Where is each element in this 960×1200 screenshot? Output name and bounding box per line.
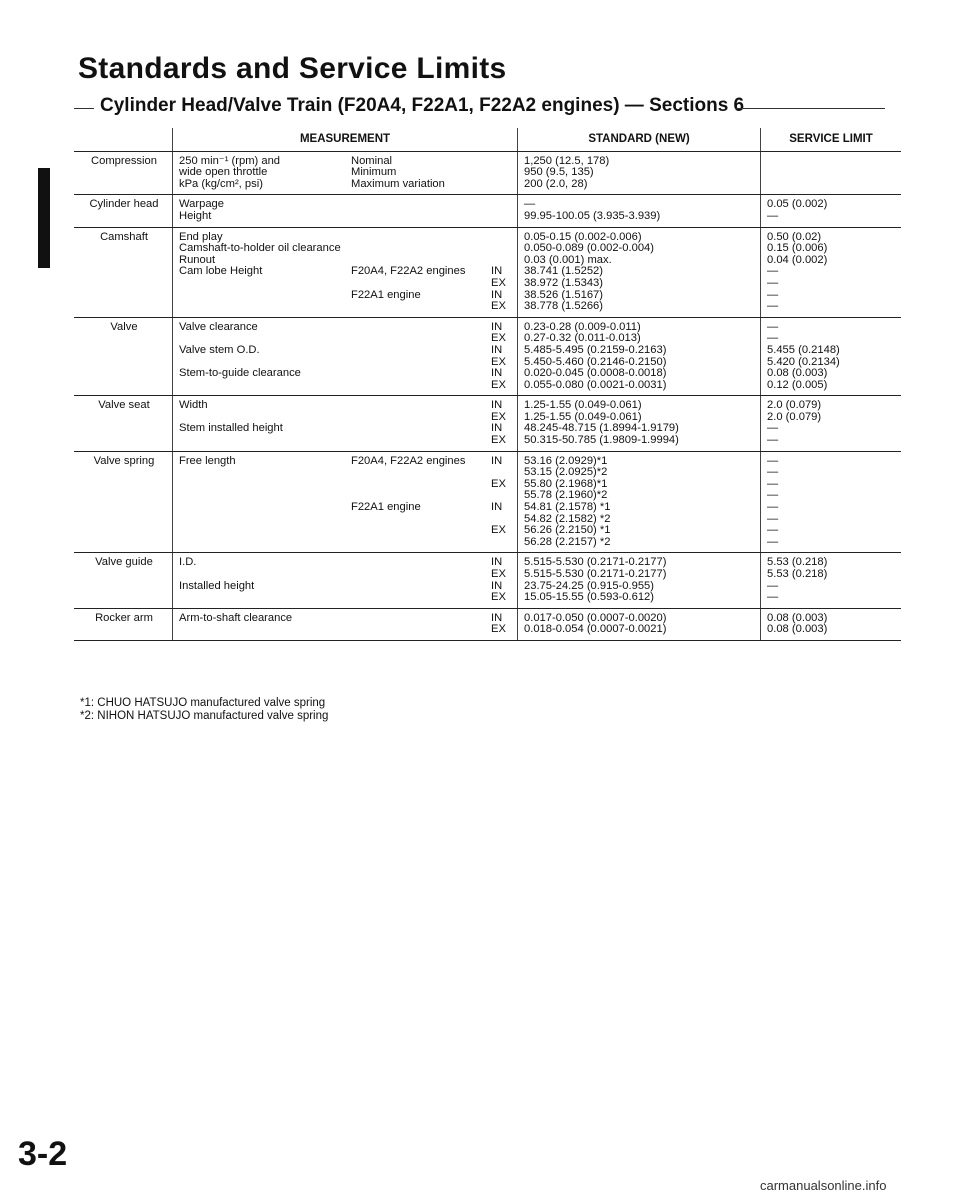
standard-value: 5.515-5.530 (0.2171-0.2177) bbox=[524, 556, 667, 569]
standard-value: 38.972 (1.5343) bbox=[524, 276, 603, 289]
measurement-subtype bbox=[351, 199, 491, 211]
measurement-line bbox=[179, 278, 513, 290]
measurement-line bbox=[179, 266, 513, 278]
table-row bbox=[74, 451, 901, 553]
footnote-1: *1: CHUO HATSUJO manufactured valve spring bbox=[80, 697, 326, 709]
measurement-line bbox=[179, 490, 513, 502]
intake-exhaust-tag: IN bbox=[491, 611, 503, 624]
service-limit-value: — bbox=[767, 454, 779, 467]
measurement-text bbox=[179, 278, 351, 290]
service-limit-value bbox=[767, 179, 897, 191]
table-row bbox=[74, 553, 901, 608]
service-limit-cell bbox=[761, 317, 902, 396]
service-limit-value: 0.50 (0.02) bbox=[767, 230, 822, 243]
measurement-text: Stem-to-guide clearance bbox=[179, 367, 301, 380]
standard-value: 0.05-0.15 (0.002-0.006) bbox=[524, 230, 642, 243]
row-group-label: Valve seat bbox=[74, 396, 173, 451]
header-service-limit: SERVICE LIMIT bbox=[761, 128, 902, 151]
service-limit-value: — bbox=[767, 579, 779, 592]
measurement-subtype bbox=[351, 345, 491, 357]
measurement-subtype: Minimum bbox=[351, 166, 397, 179]
service-limit-value: — bbox=[767, 489, 779, 502]
standard-value: 950 (9.5, 135) bbox=[524, 166, 594, 179]
intake-exhaust-tag bbox=[491, 156, 513, 168]
measurement-line bbox=[179, 199, 513, 211]
standard-cell bbox=[518, 227, 761, 317]
service-limit-value: 5.420 (0.2134) bbox=[767, 355, 840, 368]
intake-exhaust-tag: EX bbox=[491, 524, 506, 537]
measurement-text bbox=[179, 624, 351, 636]
measurement-text: I.D. bbox=[179, 556, 197, 569]
header-group bbox=[74, 128, 173, 151]
measurement-subtype bbox=[351, 514, 491, 526]
standard-value: 55.80 (2.1968)*1 bbox=[524, 477, 608, 490]
measurement-text: Height bbox=[179, 209, 212, 222]
standard-value: 0.018-0.054 (0.0007-0.0021) bbox=[524, 623, 667, 636]
service-limit-value: — bbox=[767, 434, 779, 447]
standard-value: 0.050-0.089 (0.002-0.004) bbox=[524, 242, 654, 255]
standard-cell bbox=[518, 451, 761, 553]
measurement-subtype: Nominal bbox=[351, 154, 393, 167]
standard-value: 200 (2.0, 28) bbox=[524, 177, 588, 190]
row-group-label: Valve guide bbox=[74, 553, 173, 608]
service-limit-value: 2.0 (0.079) bbox=[767, 410, 822, 423]
measurement-cell bbox=[173, 396, 518, 451]
measurement-line bbox=[179, 613, 513, 625]
service-limit-value: — bbox=[767, 320, 779, 333]
measurement-subtype bbox=[351, 322, 491, 334]
service-limit-value: 0.08 (0.003) bbox=[767, 623, 828, 636]
footnote-2: *2: NIHON HATSUJO manufactured valve spring bbox=[80, 710, 329, 722]
service-limit-value: 0.04 (0.002) bbox=[767, 253, 828, 266]
table-header-row bbox=[74, 128, 901, 151]
standard-value: 1.25-1.55 (0.049-0.061) bbox=[524, 410, 642, 423]
measurement-cell bbox=[173, 151, 518, 195]
measurement-line bbox=[179, 479, 513, 491]
standard-cell bbox=[518, 317, 761, 396]
service-limit-value: — bbox=[767, 512, 779, 525]
measurement-subtype bbox=[351, 412, 491, 424]
intake-exhaust-tag: EX bbox=[491, 355, 506, 368]
measurement-text bbox=[179, 592, 351, 604]
measurement-subtype bbox=[351, 380, 491, 392]
service-limit-value: 0.12 (0.005) bbox=[767, 378, 828, 391]
measurement-text bbox=[179, 467, 351, 479]
intake-exhaust-tag bbox=[491, 199, 513, 211]
intake-exhaust-tag: IN bbox=[491, 579, 503, 592]
standard-value: 0.055-0.080 (0.0021-0.0031) bbox=[524, 378, 667, 391]
service-limit-value: — bbox=[767, 422, 779, 435]
measurement-line bbox=[179, 345, 513, 357]
measurement-line bbox=[179, 435, 513, 447]
service-limit-cell bbox=[761, 451, 902, 553]
standard-value: 53.16 (2.0929)*1 bbox=[524, 454, 608, 467]
standard-value: 0.03 (0.001) max. bbox=[524, 253, 612, 266]
standard-value: 5.515-5.530 (0.2171-0.2177) bbox=[524, 568, 667, 580]
standard-value: 56.28 (2.2157) *2 bbox=[524, 535, 611, 548]
measurement-subtype bbox=[351, 613, 491, 625]
intake-exhaust-tag: EX bbox=[491, 378, 506, 391]
intake-exhaust-tag: EX bbox=[491, 276, 506, 289]
standard-value: 5.485-5.495 (0.2159-0.2163) bbox=[524, 343, 667, 356]
measurement-subtype bbox=[351, 423, 491, 435]
measurement-cell bbox=[173, 195, 518, 227]
standard-value: — bbox=[524, 198, 536, 211]
service-limit-value: 0.05 (0.002) bbox=[767, 198, 828, 211]
service-limit-value: — bbox=[767, 300, 779, 313]
service-limit-value bbox=[767, 156, 897, 168]
service-limit-value: 5.53 (0.218) bbox=[767, 556, 828, 569]
intake-exhaust-tag: EX bbox=[491, 591, 506, 604]
measurement-line bbox=[179, 368, 513, 380]
measurement-text bbox=[179, 301, 351, 313]
measurement-text: Width bbox=[179, 399, 208, 412]
measurement-line bbox=[179, 423, 513, 435]
service-limit-value: — bbox=[767, 209, 779, 222]
table-row bbox=[74, 195, 901, 227]
measurement-text bbox=[179, 435, 351, 447]
measurement-line bbox=[179, 624, 513, 636]
measurement-line bbox=[179, 525, 513, 537]
service-limit-cell bbox=[761, 195, 902, 227]
measurement-subtype bbox=[351, 232, 491, 244]
measurement-cell bbox=[173, 317, 518, 396]
standard-cell bbox=[518, 396, 761, 451]
measurement-line bbox=[179, 581, 513, 593]
intake-exhaust-tag: IN bbox=[491, 367, 503, 380]
measurement-subtype bbox=[351, 569, 491, 581]
intake-exhaust-tag bbox=[491, 537, 513, 549]
service-limit-cell bbox=[761, 396, 902, 451]
measurement-line bbox=[179, 569, 513, 581]
intake-exhaust-tag bbox=[491, 243, 513, 255]
measurement-line bbox=[179, 502, 513, 514]
intake-exhaust-tag: IN bbox=[491, 320, 503, 333]
service-limit-value: 0.08 (0.003) bbox=[767, 367, 828, 380]
footnotes bbox=[80, 697, 328, 723]
standard-cell bbox=[518, 151, 761, 195]
row-group-label: Camshaft bbox=[74, 227, 173, 317]
service-limit-value: — bbox=[767, 591, 779, 604]
intake-exhaust-tag: EX bbox=[491, 332, 506, 345]
measurement-line bbox=[179, 514, 513, 526]
measurement-text: Valve stem O.D. bbox=[179, 343, 260, 356]
measurement-subtype: F20A4, F22A2 engines bbox=[351, 265, 466, 278]
row-group-label: Valve spring bbox=[74, 451, 173, 553]
standard-value: 56.26 (2.2150) *1 bbox=[524, 524, 611, 537]
standard-value: 15.05-15.55 (0.593-0.612) bbox=[524, 591, 654, 604]
service-limit-cell bbox=[761, 553, 902, 608]
intake-exhaust-tag: IN bbox=[491, 422, 503, 435]
standard-value: 48.245-48.715 (1.8994-1.9179) bbox=[524, 422, 679, 435]
section-title: Cylinder Head/Valve Train (F20A4, F22A1, F22A2 engines) — Sections 6 bbox=[100, 95, 745, 116]
intake-exhaust-tag bbox=[491, 211, 513, 223]
service-limit-value: — bbox=[767, 501, 779, 514]
standard-cell bbox=[518, 608, 761, 640]
intake-exhaust-tag bbox=[491, 232, 513, 244]
intake-exhaust-tag: EX bbox=[491, 477, 506, 490]
measurement-text: Stem installed height bbox=[179, 422, 283, 435]
intake-exhaust-tag: IN bbox=[491, 288, 503, 301]
measurement-text: Runout bbox=[179, 253, 216, 266]
standard-value: 1,250 (12.5, 178) bbox=[524, 154, 610, 167]
service-limit-value: — bbox=[767, 535, 779, 548]
measurement-cell bbox=[173, 553, 518, 608]
measurement-subtype bbox=[351, 525, 491, 537]
measurement-text: kPa (kg/cm², psi) bbox=[179, 177, 263, 190]
row-group-label: Valve bbox=[74, 317, 173, 396]
measurement-text: Cam lobe Height bbox=[179, 265, 263, 278]
service-limit-cell bbox=[761, 608, 902, 640]
spec-table-body bbox=[74, 151, 901, 640]
service-limit-value: — bbox=[767, 276, 779, 289]
row-group-label: Rocker arm bbox=[74, 608, 173, 640]
measurement-subtype: F22A1 engine bbox=[351, 501, 421, 514]
service-limit-cell bbox=[761, 151, 902, 195]
measurement-cell bbox=[173, 227, 518, 317]
measurement-line bbox=[179, 467, 513, 479]
measurement-text: 250 min⁻¹ (rpm) and bbox=[179, 154, 281, 167]
standard-value: 55.78 (2.1960)*2 bbox=[524, 489, 608, 502]
measurement-subtype bbox=[351, 278, 491, 290]
measurement-line bbox=[179, 301, 513, 313]
measurement-text bbox=[179, 479, 351, 491]
spec-table bbox=[74, 128, 901, 641]
section-rule-left bbox=[74, 108, 94, 109]
measurement-subtype bbox=[351, 333, 491, 345]
measurement-text bbox=[179, 290, 351, 302]
standard-value: 53.15 (2.0925)*2 bbox=[524, 466, 608, 479]
measurement-text: Arm-to-shaft clearance bbox=[179, 611, 293, 624]
measurement-subtype bbox=[351, 368, 491, 380]
table-row bbox=[74, 227, 901, 317]
service-limit-value: — bbox=[767, 524, 779, 537]
measurement-text: Valve clearance bbox=[179, 320, 258, 333]
standard-value: 50.315-50.785 (1.9809-1.9994) bbox=[524, 434, 679, 447]
measurement-text: Installed height bbox=[179, 579, 255, 592]
standard-value: 38.526 (1.5167) bbox=[524, 288, 603, 301]
service-limit-value bbox=[767, 167, 897, 179]
service-limit-value: — bbox=[767, 466, 779, 479]
measurement-line bbox=[179, 592, 513, 604]
measurement-text: Free length bbox=[179, 454, 236, 467]
measurement-text: wide open throttle bbox=[179, 166, 268, 179]
intake-exhaust-tag: IN bbox=[491, 399, 503, 412]
intake-exhaust-tag: IN bbox=[491, 343, 503, 356]
measurement-subtype: F22A1 engine bbox=[351, 288, 421, 301]
watermark: carmanualsonline.info bbox=[760, 1178, 887, 1193]
measurement-line bbox=[179, 557, 513, 569]
measurement-subtype bbox=[351, 537, 491, 549]
measurement-subtype bbox=[351, 479, 491, 491]
measurement-subtype bbox=[351, 557, 491, 569]
measurement-cell bbox=[173, 451, 518, 553]
measurement-text bbox=[179, 569, 351, 581]
measurement-subtype bbox=[351, 357, 491, 369]
service-limit-value: — bbox=[767, 265, 779, 278]
standard-value: 0.017-0.050 (0.0007-0.0020) bbox=[524, 611, 667, 624]
measurement-text bbox=[179, 525, 351, 537]
measurement-text bbox=[179, 502, 351, 514]
measurement-text: End play bbox=[179, 230, 223, 243]
section-rule-right bbox=[735, 108, 885, 109]
measurement-cell bbox=[173, 608, 518, 640]
measurement-text bbox=[179, 514, 351, 526]
measurement-line bbox=[179, 290, 513, 302]
measurement-text bbox=[179, 380, 351, 392]
standard-value: 38.778 (1.5266) bbox=[524, 300, 603, 313]
measurement-text: Camshaft-to-holder oil clearance bbox=[179, 242, 341, 255]
intake-exhaust-tag: EX bbox=[491, 434, 506, 447]
standard-value: 99.95-100.05 (3.935-3.939) bbox=[524, 209, 661, 222]
measurement-line bbox=[179, 243, 513, 255]
service-limit-value: 2.0 (0.079) bbox=[767, 399, 822, 412]
service-limit-value: — bbox=[767, 288, 779, 301]
intake-exhaust-tag: EX bbox=[491, 300, 506, 313]
measurement-subtype bbox=[351, 211, 491, 223]
page-number: 3-2 bbox=[18, 1135, 68, 1173]
measurement-line bbox=[179, 456, 513, 468]
standard-cell bbox=[518, 553, 761, 608]
standard-value: 5.450-5.460 (0.2146-0.2150) bbox=[524, 355, 667, 368]
standard-value: 0.27-0.32 (0.011-0.013) bbox=[524, 332, 641, 345]
measurement-subtype bbox=[351, 435, 491, 447]
row-group-label: Compression bbox=[74, 151, 173, 195]
service-limit-value: 5.53 (0.218) bbox=[767, 568, 828, 580]
measurement-line bbox=[179, 211, 513, 223]
measurement-subtype: F20A4, F22A2 engines bbox=[351, 454, 466, 467]
measurement-subtype: Maximum variation bbox=[351, 177, 445, 190]
measurement-line bbox=[179, 537, 513, 549]
service-limit-value: 0.15 (0.006) bbox=[767, 242, 828, 255]
table-row bbox=[74, 317, 901, 396]
header-standard: STANDARD (NEW) bbox=[518, 128, 761, 151]
measurement-subtype bbox=[351, 400, 491, 412]
measurement-line bbox=[179, 380, 513, 392]
service-limit-cell bbox=[761, 227, 902, 317]
measurement-text bbox=[179, 490, 351, 502]
intake-exhaust-tag: IN bbox=[491, 501, 503, 514]
intake-exhaust-tag: IN bbox=[491, 556, 503, 569]
intake-exhaust-tag bbox=[491, 179, 513, 191]
measurement-subtype bbox=[351, 581, 491, 593]
row-group-label: Cylinder head bbox=[74, 195, 173, 227]
standard-value: 23.75-24.25 (0.915-0.955) bbox=[524, 579, 654, 592]
standard-value: 0.020-0.045 (0.0008-0.0018) bbox=[524, 367, 667, 380]
intake-exhaust-tag bbox=[491, 167, 513, 179]
measurement-subtype bbox=[351, 467, 491, 479]
standard-value: 38.741 (1.5252) bbox=[524, 265, 603, 278]
standard-value: 1.25-1.55 (0.049-0.061) bbox=[524, 399, 642, 412]
measurement-line bbox=[179, 400, 513, 412]
measurement-subtype bbox=[351, 592, 491, 604]
service-limit-value: — bbox=[767, 477, 779, 490]
table-row bbox=[74, 396, 901, 451]
intake-exhaust-tag: IN bbox=[491, 265, 503, 278]
service-limit-value: — bbox=[767, 332, 779, 345]
measurement-text bbox=[179, 537, 351, 549]
table-row bbox=[74, 608, 901, 640]
measurement-subtype bbox=[351, 624, 491, 636]
standard-cell bbox=[518, 195, 761, 227]
service-limit-value: 0.08 (0.003) bbox=[767, 611, 828, 624]
standard-value: 0.23-0.28 (0.009-0.011) bbox=[524, 320, 641, 333]
measurement-line bbox=[179, 322, 513, 334]
measurement-subtype bbox=[351, 301, 491, 313]
standard-value: 54.82 (2.1582) *2 bbox=[524, 512, 611, 525]
standard-value: 54.81 (2.1578) *1 bbox=[524, 501, 611, 514]
intake-exhaust-tag: EX bbox=[491, 623, 506, 636]
section-edge-marker bbox=[38, 168, 50, 268]
measurement-text: Warpage bbox=[179, 198, 224, 211]
intake-exhaust-tag: EX bbox=[491, 410, 506, 423]
page-title: Standards and Service Limits bbox=[78, 52, 507, 85]
table-row bbox=[74, 151, 901, 195]
measurement-subtype bbox=[351, 243, 491, 255]
measurement-line bbox=[179, 179, 513, 191]
service-limit-value: 5.455 (0.2148) bbox=[767, 343, 840, 356]
intake-exhaust-tag: IN bbox=[491, 454, 503, 467]
header-measurement: MEASUREMENT bbox=[173, 128, 518, 151]
intake-exhaust-tag: EX bbox=[491, 568, 506, 580]
